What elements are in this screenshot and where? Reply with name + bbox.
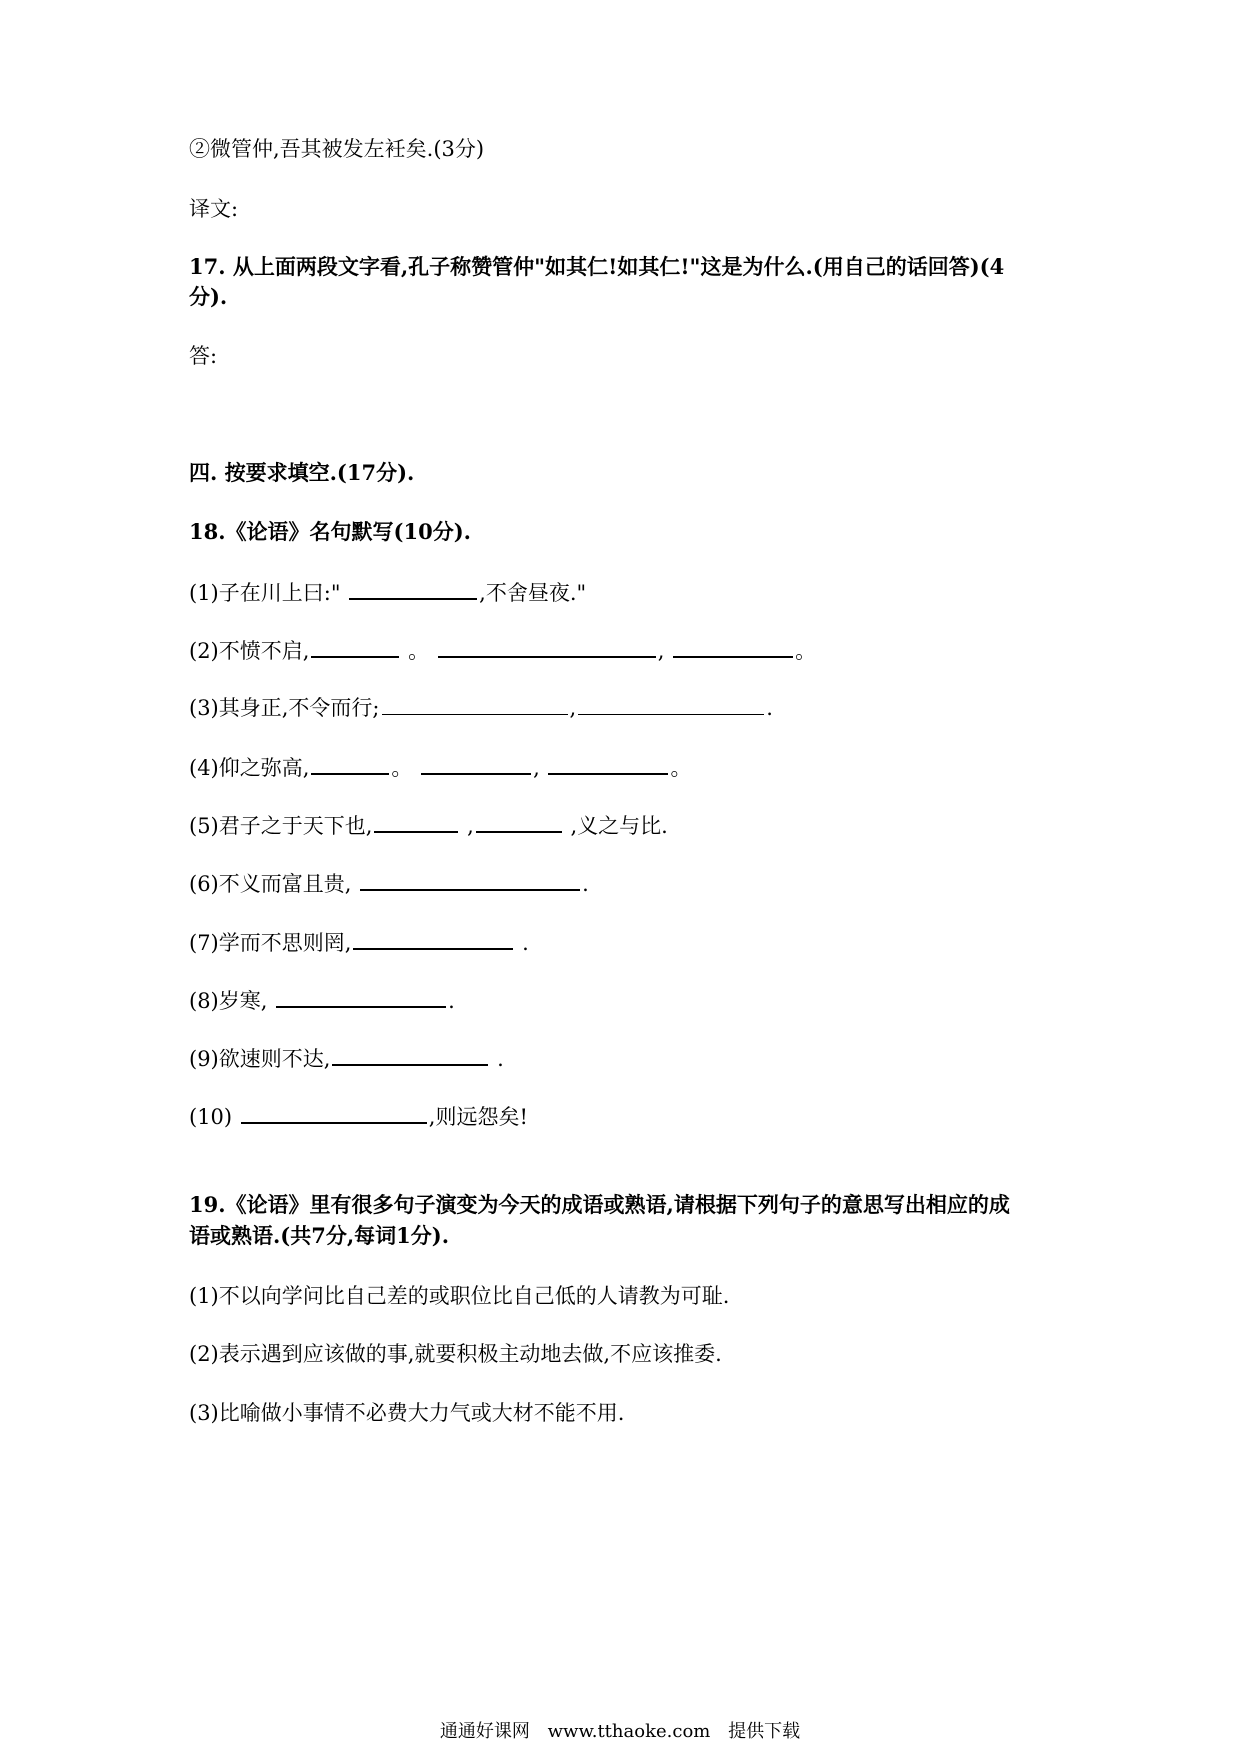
blank-field[interactable]: [548, 753, 668, 775]
q19-text-line2: 语或熟语.(共7分,每词1分).: [189, 1223, 450, 1248]
q17-text-line1: 17. 从上面两段文字看,孔子称赞管仲"如其仁!如其仁!"这是为什么.(用自己的话回答)(4: [189, 254, 1005, 279]
q19-text-line1: 19.《论语》里有很多句子演变为今天的成语或熟语,请根据下列句子的意思写出相应的成: [189, 1192, 1010, 1217]
q18-item-5: (5)君子之于天下也, , ,义之与比.: [189, 811, 668, 839]
q18-item-4: (4)仰之弥高, 。 , 。: [189, 753, 691, 781]
q19-item-3: (3)比喻做小事情不必费大力气或大材不能不用.: [189, 1401, 625, 1425]
q18-item-3: (3)其身正,不令而行; , .: [189, 696, 773, 720]
footer-suffix: 提供下载: [728, 1721, 801, 1742]
q18-item-10: (10) ,则远怨矣!: [189, 1102, 528, 1130]
page-footer: [0, 1721, 1240, 1743]
translation-label: 译文:: [189, 197, 239, 221]
q18-item-8: (8)岁寒, .: [189, 986, 455, 1014]
q18-item-7: (7)学而不思则罔, .: [189, 928, 529, 956]
q18-item-2: (2)不愤不启, 。 , 。: [189, 636, 816, 664]
blank-field[interactable]: [673, 636, 793, 658]
blank-field[interactable]: [360, 869, 580, 891]
q18-item-6: (6)不义而富且贵, .: [189, 869, 589, 897]
blank-field[interactable]: [241, 1102, 427, 1124]
blank-field[interactable]: [374, 811, 458, 833]
q16-item-2: ②微管仲,吾其被发左衽矣.(3分): [189, 137, 485, 161]
q18-item-1: (1)子在川上曰:" ,不舍昼夜.": [189, 578, 586, 606]
blank-field[interactable]: [349, 578, 477, 600]
blank-field[interactable]: [578, 694, 764, 715]
q18-item-9: (9)欲速则不达, .: [189, 1044, 504, 1072]
blank-field[interactable]: [438, 636, 656, 658]
footer-site-name: 通通好课网: [439, 1721, 530, 1742]
q19-item-1: (1)不以向学问比自己差的或职位比自己低的人请教为可耻.: [189, 1284, 730, 1308]
q19-item-2: (2)表示遇到应该做的事,就要积极主动地去做,不应该推委.: [189, 1342, 722, 1366]
blank-field[interactable]: [276, 986, 446, 1008]
section-4-title: 四. 按要求填空.(17分).: [189, 460, 415, 485]
blank-field[interactable]: [353, 928, 513, 950]
q17-text-line2: 分).: [189, 284, 228, 309]
footer-url[interactable]: www.tthaoke.com: [547, 1721, 711, 1742]
blank-field[interactable]: [382, 694, 568, 715]
blank-field[interactable]: [332, 1044, 488, 1066]
blank-field[interactable]: [421, 753, 531, 775]
blank-field[interactable]: [311, 636, 399, 658]
blank-field[interactable]: [311, 753, 389, 775]
answer-label: 答:: [189, 344, 218, 368]
blank-field[interactable]: [476, 811, 562, 833]
q18-title: 18.《论语》名句默写(10分).: [189, 519, 471, 544]
